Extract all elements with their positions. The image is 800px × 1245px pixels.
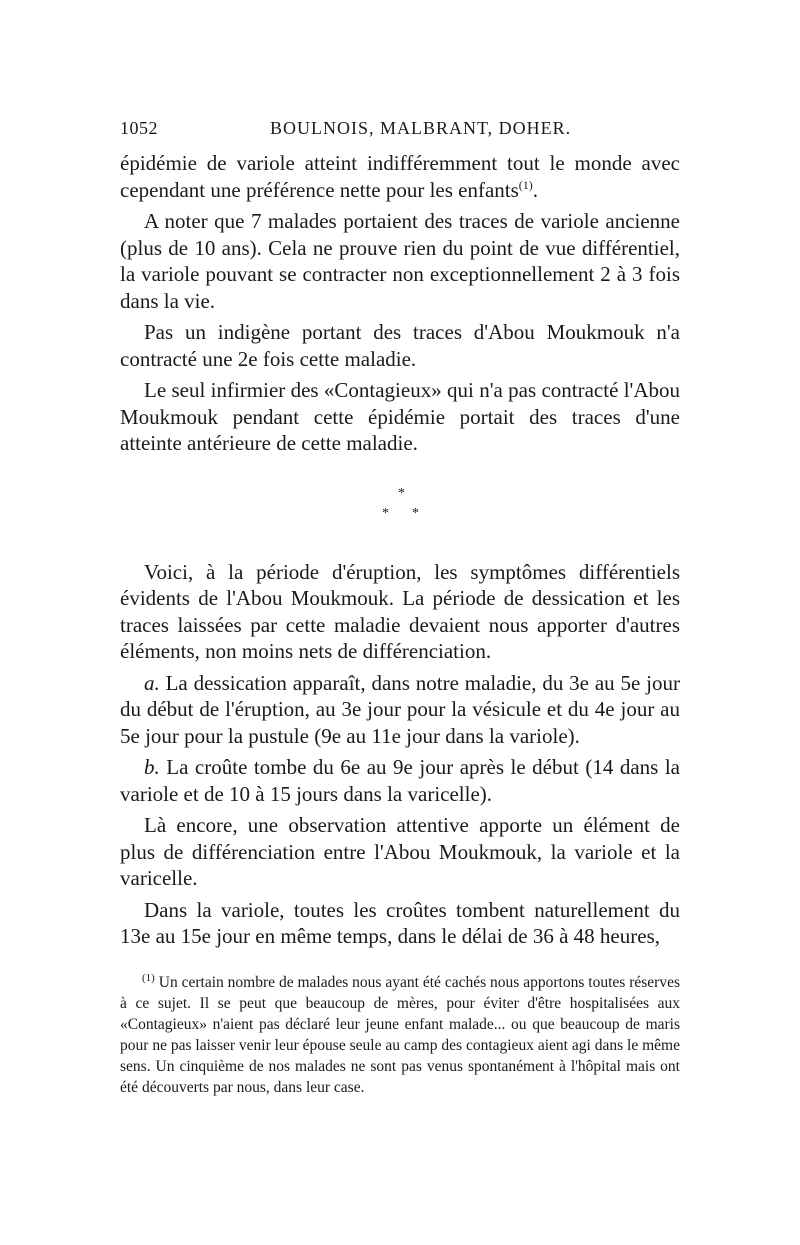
paragraph: Voici, à la période d'éruption, les symptômes différentiels évidents de l'Abou Moukmouk. La période de dessication et les traces laissées par cette maladie devaient nous apporter d'autres éléments, non moins nets de différenciation. — [120, 559, 680, 663]
running-head: BOULNOIS, MALBRANT, DOHER. — [270, 118, 572, 138]
paragraph: Là encore, une observation attentive apporte un élément de plus de différenciation entre l'Abou Moukmouk, la variole et la varicelle. — [120, 813, 680, 890]
paragraph-punctuation: . — [532, 177, 539, 202]
page-header — [120, 112, 680, 142]
footnote-text: Un certain nombre de malades nous ayant été cachés nous apportons toutes réserves à ce sujet. Il se peut que beaucoup de mères, pour éviter d'être hospitalisées aux «Contagieux» n'aient pas déclaré leur jeune enfant malade... ou que beaucoup de maris pour ne pas laisser venir leur épouse seule au camp des contagieux aient agi dans le même sens. Un cinquième de nos malades ne sont pas venus spontanément à l'hôpital mais ont été découverts par nous, dans leur case. — [120, 973, 681, 1096]
separator-star: * — [398, 485, 405, 501]
body-text — [120, 150, 680, 950]
paragraph: Le seul infirmier des «Contagieux» qui n'a pas contracté l'Abou Moukmouk pendant cette épidémie portait des traces d'une atteinte antérieure de cette maladie. — [120, 378, 680, 455]
list-label: a. — [144, 670, 160, 695]
paragraph-text: La croûte tombe du 6e au 9e jour après le début (14 dans la variole et de 10 à 15 jours dans la varicelle). — [120, 755, 680, 806]
paragraph — [120, 670, 680, 750]
separator-star: * — [382, 505, 389, 521]
list-label: b. — [144, 755, 160, 779]
page-number: 1052 — [120, 118, 158, 138]
footnote — [120, 972, 680, 1098]
section-separator — [120, 471, 680, 541]
page — [120, 112, 680, 1098]
separator-star: * — [412, 505, 419, 521]
paragraph-text: épidémie de variole atteint indifféremment tout le monde avec cependant une préférence nette pour les enfants — [120, 151, 680, 202]
paragraph: A noter que 7 malades portaient des traces de variole ancienne (plus de 10 ans). Cela ne prouve rien du point de vue différentiel, la variole pouvant se contracter non exceptionnellement 2 à 3 fois dans la vie. — [120, 209, 680, 313]
footnote-paragraph — [120, 972, 680, 1098]
paragraph — [120, 150, 680, 203]
paragraph: Pas un indigène portant des traces d'Abou Moukmouk n'a contracté une 2e fois cette maladie. — [120, 320, 680, 371]
footnote-reference: (1) — [518, 177, 533, 192]
paragraph — [120, 754, 680, 807]
paragraph: Dans la variole, toutes les croûtes tombent naturellement du 13e au 15e jour en même temps, dans le délai de 36 à 48 heures, — [120, 897, 680, 948]
footnote-marker: (1) — [142, 971, 155, 984]
paragraph-text: La dessication apparaît, dans notre maladie, du 3e au 5e jour du début de l'éruption, au 3e jour pour la vésicule et du 4e jour au 5e jour pour la pustule (9e au 11e jour dans la variole). — [120, 670, 680, 748]
